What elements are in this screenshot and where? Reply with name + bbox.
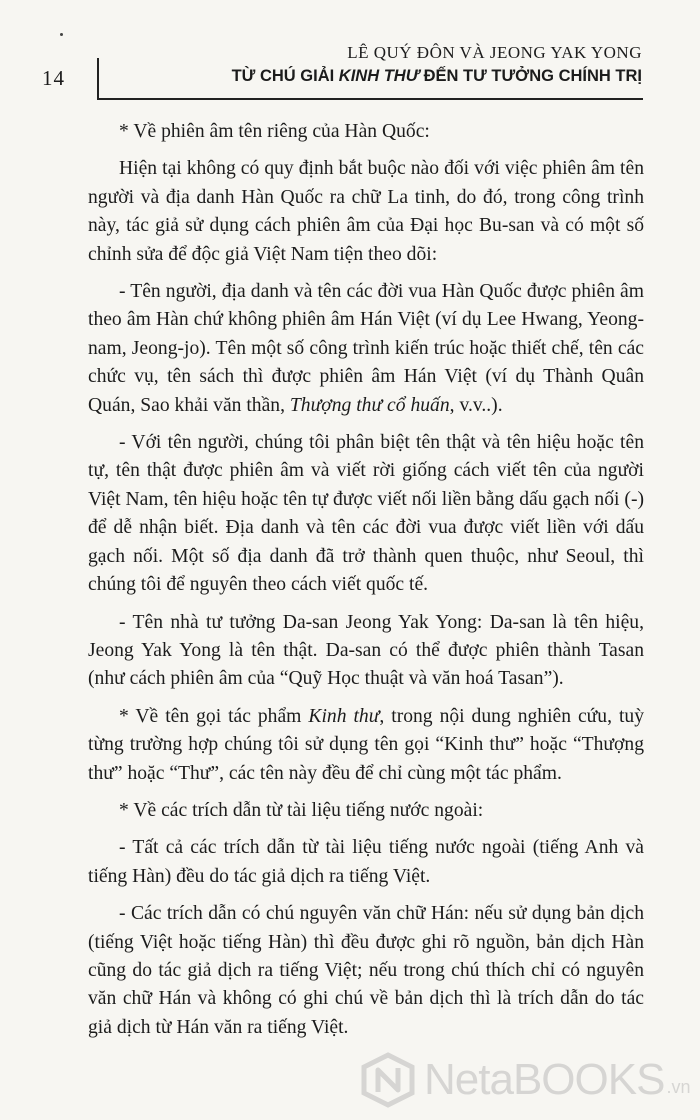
paragraph-6-italic: Kinh thư <box>308 705 380 727</box>
paragraph-5: - Tên nhà tư tưởng Da-san Jeong Yak Yong: Da-san là tên hiệu, Jeong Yak Yong là tên thật. Da-san có thể được phiên thành Tasan (như cách phiên âm của “Quỹ Học thuật và văn hoá Tasan”). <box>88 611 644 690</box>
paragraph-3-part-b: , v.v..). <box>449 394 503 416</box>
paragraph-8: - Tất cả các trích dẫn từ tài liệu tiếng nước ngoài (tiếng Anh và tiếng Hàn) đều do tác giả dịch ra tiếng Việt. <box>88 837 644 887</box>
paragraph-6 <box>88 703 644 788</box>
page-number: 14 <box>42 66 65 90</box>
netabooks-watermark <box>360 1048 695 1112</box>
subtitle-part-1: TỪ CHÚ GIẢI <box>231 67 339 85</box>
paragraph-3-part-a: - Tên người, địa danh và tên các đời vua Hàn Quốc được phiên âm theo âm Hàn chứ không phiên âm Hán Việt (ví dụ Lee Hwang, Yeong-nam, Jeong-jo). Tên một số công trình kiến trúc hoặc thiết chế, tên các chức vụ, tên sách thì được phiên âm Hán Việt (ví dụ Thành Quân Quán, Sao khải văn thần, <box>88 281 644 416</box>
paragraph-4: - Với tên người, chúng tôi phân biệt tên thật và tên hiệu hoặc tên tự, tên thật được phiên âm và viết rời giống cách viết tên của người Việt Nam, tên hiệu hoặc tên tự được viết nối liền bằng dấu gạch nối (-) để dễ nhận biết. Địa danh và tên các đời vua được viết liền với dấu gạch nối. Một số địa danh đã trở thành quen thuộc, như Seoul, thì chúng tôi để nguyên theo cách viết quốc tế. <box>88 432 644 596</box>
netabooks-logo-icon <box>360 1052 416 1108</box>
paragraph-3 <box>88 278 644 420</box>
header-vertical-rule <box>97 58 99 100</box>
paragraph-6-part-a: * Về tên gọi tác phẩm <box>119 705 309 727</box>
paragraph-1: * Về phiên âm tên riêng của Hàn Quốc: <box>119 121 430 142</box>
paragraph-2: Hiện tại không có quy định bắt buộc nào đối với việc phiên âm tên người và địa danh Hàn Quốc ra chữ La tinh, do đó, trong công trình này, tác giả sử dụng cách phiên âm của Đại học Bu-san và có một số chỉnh sửa để độc giả Việt Nam tiện theo dõi: <box>88 158 644 265</box>
paragraph-3-italic: Thượng thư cổ huấn <box>289 394 450 416</box>
paragraph-6-part-b: , trong nội dung nghiên cứu, tuỳ từng trường hợp chúng tôi sử dụng tên gọi “Kinh thư” hoặc “Thượng thư” hoặc “Thư”, các tên này đều để chỉ cùng một tác phẩm. <box>88 705 644 784</box>
page-header <box>0 0 700 100</box>
paragraph-9: - Các trích dẫn có chú nguyên văn chữ Hán: nếu sử dụng bản dịch (tiếng Việt hoặc tiếng Hàn) thì đều được ghi rõ nguồn, bản dịch Hàn cũng do tác giả dịch ra tiếng Việt; nếu trong chú thích chỉ có nguyên văn chữ Hán và không có ghi chú về bản dịch thì là trích dẫn do tác giả dịch từ Hán văn ra tiếng Việt. <box>88 903 644 1038</box>
watermark-suffix: .vn <box>666 1077 691 1097</box>
watermark-text: NetaBOOKS <box>424 1055 665 1104</box>
paragraph-7: * Về các trích dẫn từ tài liệu tiếng nước ngoài: <box>119 799 484 821</box>
print-speck <box>60 33 63 36</box>
page-body <box>88 118 644 1051</box>
running-head-title: LÊ QUÝ ĐÔN VÀ JEONG YAK YONG <box>347 43 642 62</box>
running-head-subtitle <box>232 67 642 86</box>
subtitle-part-2: ĐẾN TƯ TƯỞNG CHÍNH TRỊ <box>419 67 642 85</box>
header-horizontal-rule <box>97 98 643 100</box>
subtitle-italic: KINH THƯ <box>338 67 420 85</box>
